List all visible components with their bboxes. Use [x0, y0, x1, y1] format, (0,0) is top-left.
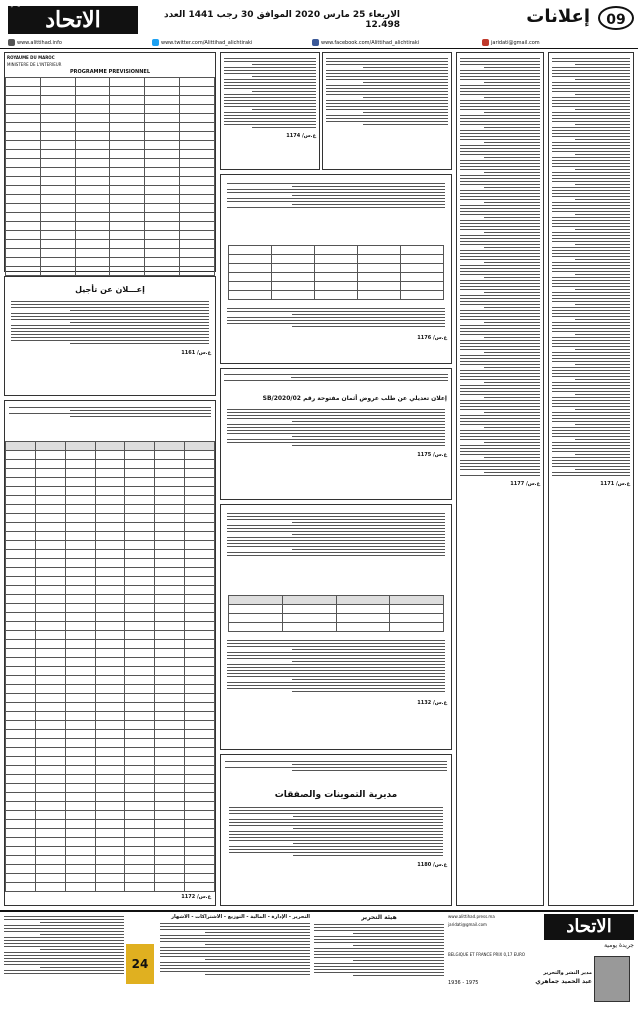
footer-badge-col — [126, 914, 156, 1022]
social-bar — [0, 38, 638, 49]
text-column-1 — [456, 52, 544, 906]
facebook-link[interactable]: www.facebook.com/Alittihad_alichtiraki — [310, 38, 419, 48]
globe-icon — [8, 39, 15, 46]
email-link[interactable]: jaridati@gmail.com — [480, 38, 540, 48]
programme-title: PROGRAMME PREVISIONNEL — [69, 69, 151, 75]
facebook-icon — [312, 39, 319, 46]
editorial-title: هيئة التحرير — [361, 914, 397, 921]
kingdom-header: ROYAUME DU MAROC — [7, 55, 55, 60]
newspaper-logo: الاتحاد — [8, 6, 138, 34]
text-column-2 — [548, 52, 634, 906]
document-ad — [220, 174, 452, 364]
dateline: الاربعاء 25 مارس 2020 الموافق 30 رجب 1441 العدد 12.498 — [163, 10, 400, 30]
footer-logo: الاتحاد — [544, 914, 634, 940]
contract-table — [228, 595, 444, 632]
ad-reference: ع.س/ 1174 — [286, 133, 316, 139]
email-icon — [482, 39, 489, 46]
document-table — [228, 245, 444, 300]
footer-price: BELGIQUE ET FRANCE PRIX 0,17 EURO — [448, 952, 526, 957]
programme-ad — [4, 52, 216, 272]
modification-title: إعلان تعديلي عن طلب عروض أثمان مفتوحة رقم 02/SB/2020 — [262, 395, 447, 402]
founder-years: 1936 - 1975 — [448, 980, 479, 986]
footer-contacts — [4, 914, 124, 1022]
anniversary-badge: 24 — [126, 944, 154, 984]
ad-reference: ع.س/ 1172 — [181, 894, 211, 900]
text-ad-a — [220, 52, 320, 170]
ad-reference: ع.س/ 1132 — [417, 700, 447, 706]
tender-header — [5, 401, 215, 441]
postponement-title: إعـــلان عن تأجيل — [75, 285, 145, 294]
founder-label: مدير النشر والتحرير — [543, 970, 592, 976]
footer-tagline: جريدة يومية — [604, 942, 634, 949]
page-header — [0, 0, 638, 40]
logo-subtitle: الاشتراكي — [10, 2, 31, 8]
footer-admin — [160, 914, 310, 1022]
programme-table — [5, 77, 215, 276]
twitter-icon — [152, 39, 159, 46]
postponement-ad — [4, 276, 216, 396]
ad-reference: ع.س/ 1176 — [417, 335, 447, 341]
founder-portrait — [594, 956, 630, 1002]
ad-reference: ع.س/ 1175 — [417, 452, 447, 458]
admin-title: التحرير - الإدارة - المالية - التوزيع - الاشتراكات - الاشهار — [171, 914, 310, 920]
founder-name: عبد الحميد جماهري — [535, 978, 592, 985]
ad-reference: ع.س/ 1177 — [510, 481, 540, 487]
footer-masthead — [448, 914, 634, 1022]
site-link[interactable]: www.alittihad.info — [6, 38, 62, 48]
section-title: إعلانات — [526, 6, 590, 27]
supplies-ad — [220, 754, 452, 906]
ad-reference: ع.س/ 1171 — [600, 481, 630, 487]
ad-reference: ع.س/ 1161 — [181, 350, 211, 356]
footer — [0, 910, 638, 1026]
supplies-title: مديرية التموينات والصفقات — [274, 790, 398, 800]
ministry-header: MINISTERE DE L'INTERIEUR — [7, 62, 62, 67]
twitter-link[interactable]: www.twitter.com/Alittihad_alichtiraki — [150, 38, 252, 48]
tender-table-ad — [4, 400, 216, 906]
ad-reference: ع.س/ 1180 — [417, 862, 447, 868]
tender-table — [5, 441, 215, 892]
contract-ad — [220, 504, 452, 750]
footer-email[interactable]: jaridati@gmail.com — [448, 922, 487, 927]
footer-editorial — [314, 914, 444, 1022]
page-number: 09 — [598, 6, 634, 30]
footer-website[interactable]: www.alittihad.press.ma — [448, 914, 495, 919]
modification-ad — [220, 368, 452, 500]
postponement-body — [5, 295, 215, 350]
text-ad-b — [322, 52, 452, 170]
